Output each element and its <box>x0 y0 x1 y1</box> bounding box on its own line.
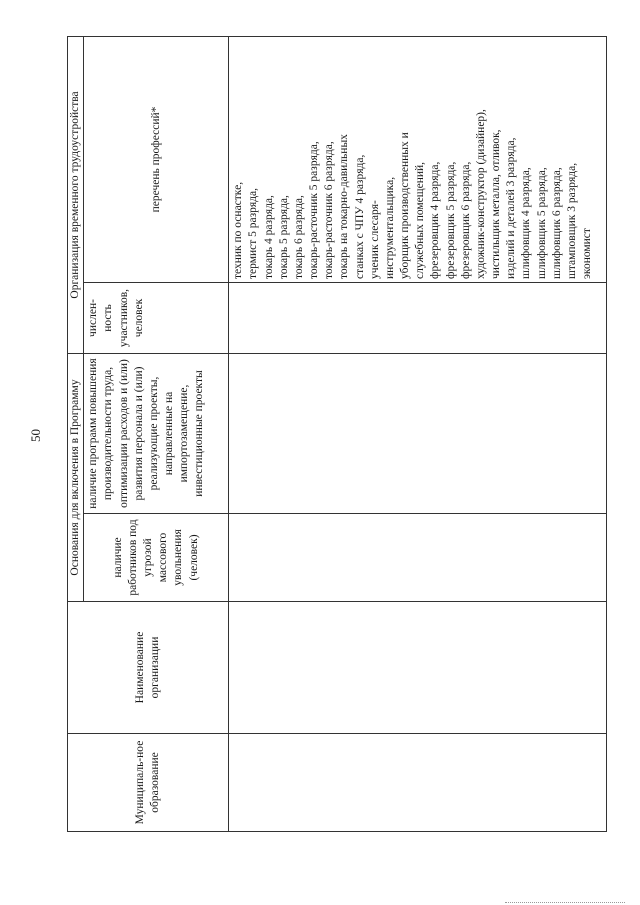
profession-item: токарь 5 разряда, <box>277 195 290 279</box>
cell-organization <box>229 602 607 734</box>
cell-professions-list <box>229 36 607 282</box>
profession-item: техник по оснастке, <box>232 181 245 279</box>
header-municipality: Муниципаль-ное образование <box>68 734 229 832</box>
cell-programs <box>229 354 607 514</box>
profession-item: изделий и деталей 3 разряда, <box>505 137 518 279</box>
profession-item: художник-конструктор (дизайнер), <box>474 109 487 279</box>
profession-item: термист 5 разряда, <box>247 187 260 279</box>
profession-item: фрезеровщик 5 разряда, <box>444 161 457 279</box>
profession-item: шлифовщик 6 разряда, <box>550 167 563 279</box>
profession-item: станках с ЧПУ 4 разряда, <box>353 154 366 279</box>
header-participants: числен-ность участников, человек <box>84 283 229 354</box>
profession-item: токарь на токарно-давильных <box>338 134 351 279</box>
profession-item: инструментальщика, <box>383 176 396 279</box>
profession-item: ученик слесаря- <box>368 200 381 279</box>
profession-item: шлифовщик 4 разряда, <box>520 167 533 279</box>
profession-item: токарь-расточник 5 разряда, <box>308 141 321 279</box>
profession-item: служебных помещений, <box>414 161 427 279</box>
header-professions: перечень профессий* <box>84 36 229 282</box>
profession-item: чистильщик металла, отливок, <box>490 129 503 279</box>
cell-participants <box>229 283 607 354</box>
profession-item: фрезеровщик 6 разряда, <box>459 161 472 279</box>
header-group-grounds: Основания для включения в Программу <box>68 354 84 602</box>
cell-municipality <box>229 734 607 832</box>
profession-item: фрезеровщик 4 разряда, <box>429 161 442 279</box>
scan-bottom-edge <box>505 902 625 903</box>
profession-item: токарь-расточник 6 разряда, <box>323 141 336 279</box>
header-group-temporary-employment: Организация временного трудоустройства <box>68 36 84 353</box>
header-organization: Наименование организации <box>68 602 229 734</box>
program-table <box>67 36 607 832</box>
profession-item: уборщик производственных и <box>399 132 412 279</box>
profession-item: токарь 6 разряда, <box>292 195 305 279</box>
profession-item: штамповщик 3 разряда, <box>565 162 578 279</box>
profession-item: токарь 4 разряда, <box>262 195 275 279</box>
rotated-page-content <box>67 37 607 832</box>
header-threatened-workers: наличие работников под угрозой массового увольнения (человек) <box>84 514 229 602</box>
header-programs: наличие программ повышения производительности труда, оптимизации расходов и (или) развития персонала и (или) реализующие проекты, направленные на импортозамещение, инвестиционные проекты <box>84 354 229 514</box>
profession-item: экономист <box>581 228 594 279</box>
profession-item: шлифовщик 5 разряда, <box>535 167 548 279</box>
page-number: 50 <box>28 429 43 442</box>
cell-threatened-workers <box>229 514 607 602</box>
